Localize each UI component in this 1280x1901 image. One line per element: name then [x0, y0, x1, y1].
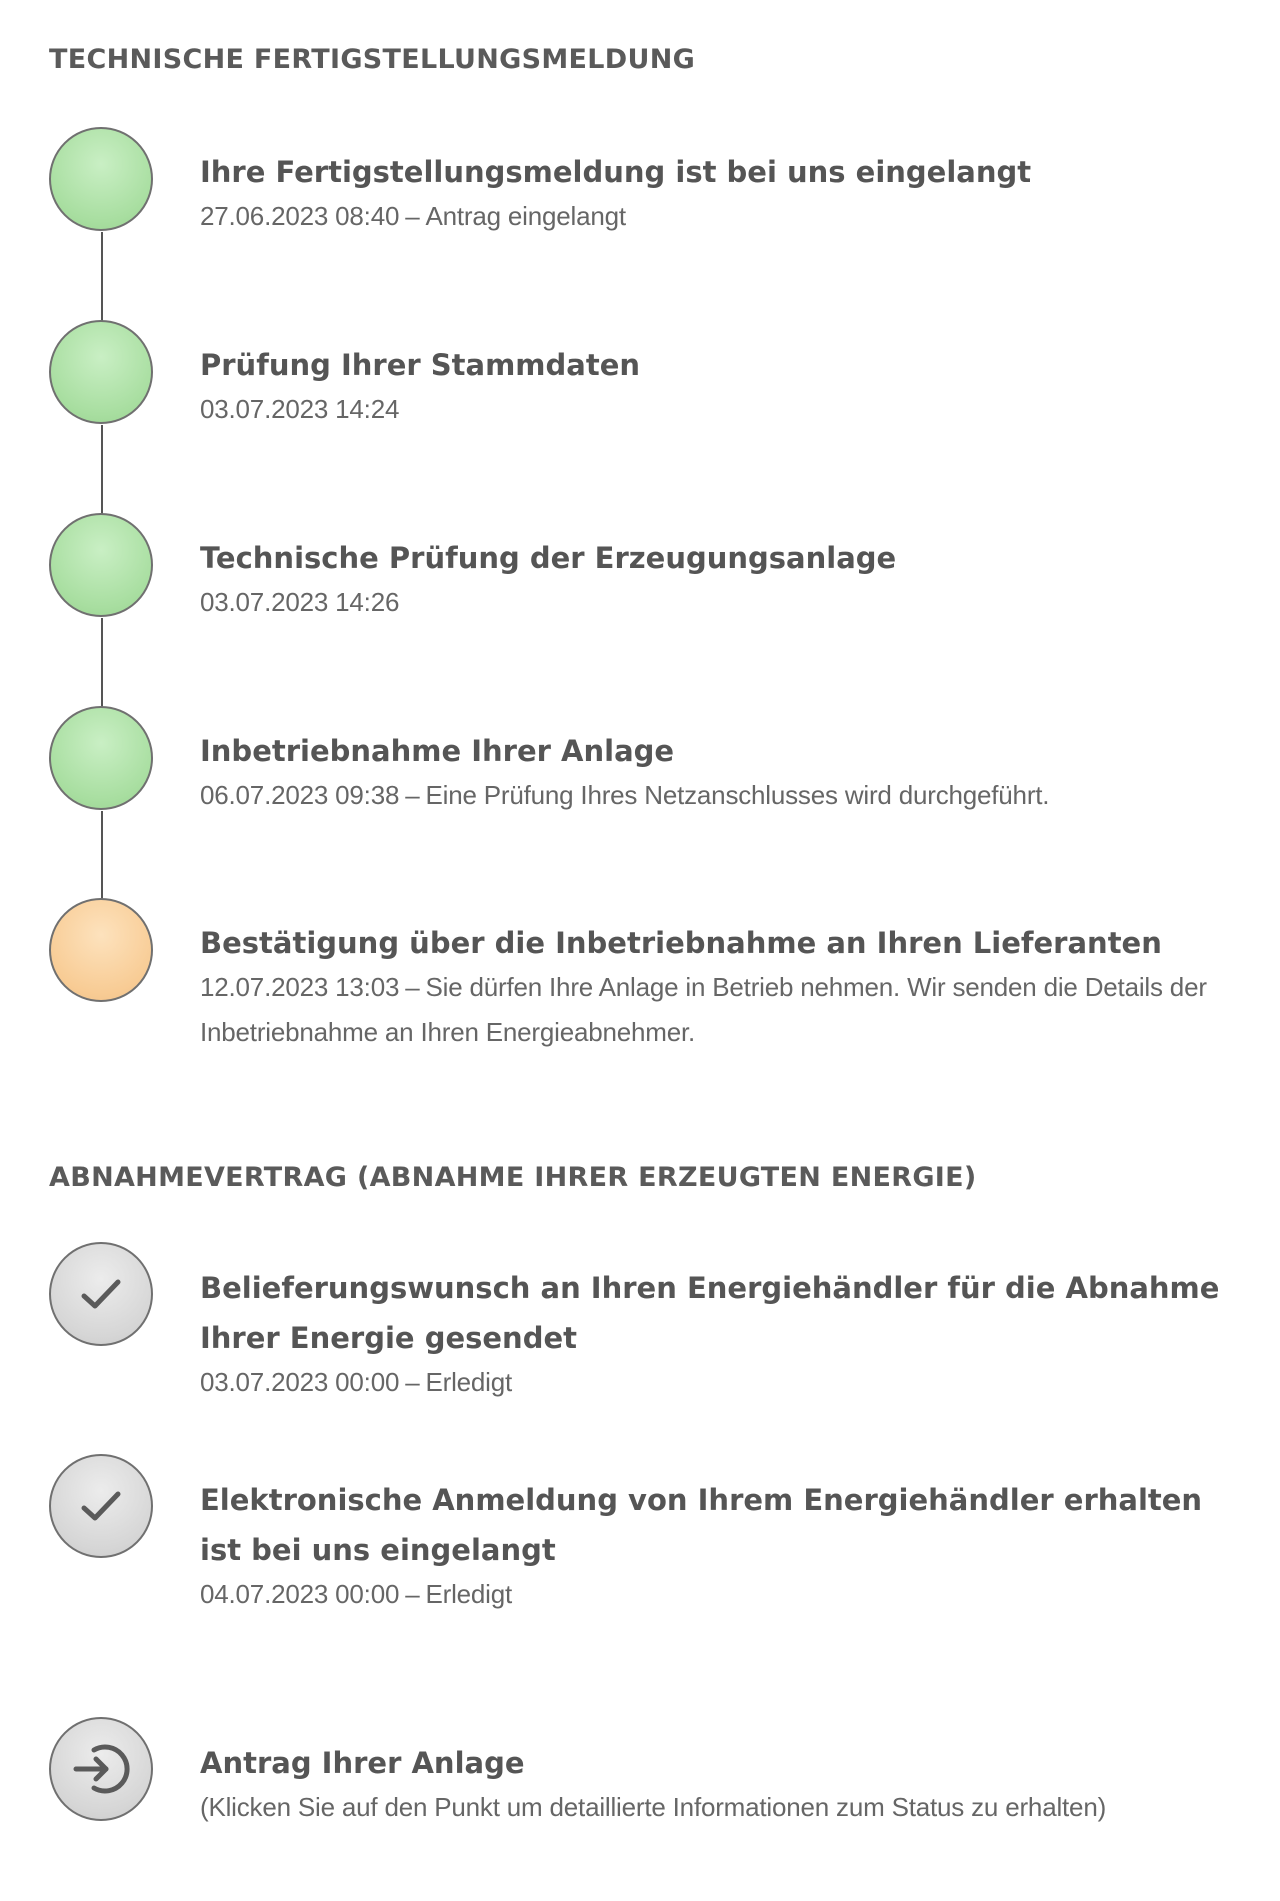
step-date: 03.07.2023 14:24 [200, 394, 400, 424]
step-meta [200, 965, 1230, 1055]
timeline-connector [101, 425, 103, 516]
step-date: 04.07.2023 00:00 [200, 1579, 400, 1609]
section-title-contract: ABNAHMEVERTRAG (ABNAHME IHRER ERZEUGTEN ENERGIE) [49, 1162, 977, 1193]
step-date: 06.07.2023 09:38 [200, 780, 400, 810]
step-note: Erledigt [425, 1367, 513, 1397]
step-meta [200, 773, 1230, 818]
step-meta [200, 194, 1230, 239]
timeline-connector [101, 811, 103, 901]
timeline-connector [101, 232, 103, 323]
step-separator: – [405, 1367, 420, 1397]
status-dot-done[interactable] [49, 513, 153, 617]
application-title: Antrag Ihrer Anlage [200, 1746, 525, 1780]
status-dot-done[interactable] [49, 127, 153, 231]
status-dot-in-progress[interactable] [49, 898, 153, 1002]
enter-icon [70, 1740, 132, 1798]
status-dot-completed[interactable] [49, 1454, 153, 1558]
section-title-technical: TECHNISCHE FERTIGSTELLUNGSMELDUNG [49, 44, 696, 75]
step-date: 03.07.2023 14:26 [200, 587, 400, 617]
application-status-button[interactable] [49, 1717, 153, 1821]
step-separator: – [405, 201, 420, 231]
status-dot-done[interactable] [49, 706, 153, 810]
step-title: Belieferungswunsch an Ihren Energiehändler für die Abnahme Ihrer Energie gesendet [200, 1271, 1220, 1355]
step-separator: – [405, 780, 420, 810]
step-separator: – [405, 1579, 420, 1609]
step-title: Bestätigung über die Inbetriebnahme an Ihren Lieferanten [200, 926, 1162, 960]
step-meta [200, 387, 1230, 432]
step-title: Ihre Fertigstellungsmeldung ist bei uns eingelangt [200, 155, 1032, 189]
step-date: 27.06.2023 08:40 [200, 201, 400, 231]
step-separator: – [405, 972, 420, 1002]
step-meta [200, 1360, 1230, 1405]
timeline-connector [101, 618, 103, 709]
status-dot-completed[interactable] [49, 1242, 153, 1346]
step-note: Eine Prüfung Ihres Netzanschlusses wird durchgeführt. [425, 780, 1050, 810]
application-hint: (Klicken Sie auf den Punkt um detaillierte Informationen zum Status zu erhalten) [200, 1792, 1107, 1822]
step-title: Elektronische Anmeldung von Ihrem Energiehändler erhalten ist bei uns eingelangt [200, 1483, 1203, 1567]
step-title: Technische Prüfung der Erzeugungsanlage [200, 541, 897, 575]
step-meta [200, 1572, 1230, 1617]
checkmark-icon [78, 1274, 124, 1314]
status-dot-done[interactable] [49, 320, 153, 424]
step-title: Prüfung Ihrer Stammdaten [200, 348, 641, 382]
step-date: 03.07.2023 00:00 [200, 1367, 400, 1397]
step-note: Antrag eingelangt [425, 201, 626, 231]
step-note: Erledigt [425, 1579, 513, 1609]
step-date: 12.07.2023 13:03 [200, 972, 400, 1002]
step-note: Sie dürfen Ihre Anlage in Betrieb nehmen. Wir senden die Details der Inbetriebnahme an Ihren Energieabnehmer. [200, 972, 1207, 1047]
step-title: Inbetriebnahme Ihrer Anlage [200, 734, 675, 768]
step-meta [200, 580, 1230, 625]
checkmark-icon [78, 1486, 124, 1526]
